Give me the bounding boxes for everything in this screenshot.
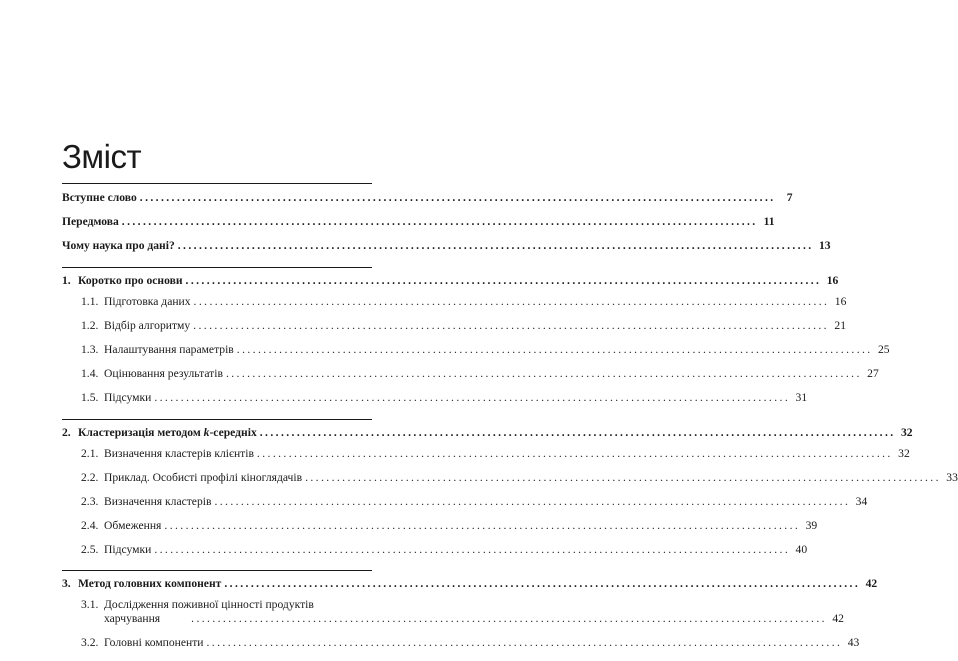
toc-entry-page: 16 (826, 273, 839, 287)
dot-leader: ........................................................................................................................ (225, 367, 862, 381)
dot-leader: ........................................................................................................................ (193, 294, 830, 308)
toc-entry-number: 1.5. (81, 391, 99, 405)
toc-entry-page: 25 (878, 342, 890, 356)
toc-entry-page: 13 (818, 239, 831, 253)
toc-entry-number: 1.3. (81, 342, 99, 356)
toc-entry-number: 1.1. (81, 294, 99, 308)
toc-entry-title: 2. Кластеризація методом k-середніх (62, 425, 257, 439)
toc-entry-page: 33 (946, 470, 958, 484)
toc-entry-number: 3.2. (81, 636, 99, 650)
toc-entry[interactable] (62, 446, 910, 471)
toc-entry[interactable] (62, 191, 793, 215)
dot-leader: ........................................................................................................................ (305, 470, 941, 484)
toc-entry-title: 2.3. Визначення кластерів (81, 494, 212, 508)
toc-entry-title: 2.4. Обмеження (81, 519, 162, 533)
toc-entry-page: 40 (795, 543, 808, 557)
toc-entry-number: 1. (62, 273, 71, 287)
toc-entry-title: Передмова (62, 215, 119, 229)
toc-entry[interactable] (62, 543, 808, 567)
dot-leader: ........................................................................................................................ (193, 318, 829, 332)
toc-entry-page: 34 (855, 494, 868, 508)
toc-entry[interactable] (62, 239, 831, 263)
toc-entry-number: 2.4. (81, 519, 99, 533)
dot-leader: ........................................................................................................................ (191, 612, 827, 626)
dot-leader: ........................................................................................................................ (224, 577, 861, 591)
toc-entry-number: 2.2. (81, 470, 99, 484)
toc-entry-title: 1.3. Налаштування параметрів (81, 342, 234, 356)
toc-entry[interactable] (62, 342, 890, 367)
toc-entry-page: 43 (847, 636, 860, 650)
toc-entry-title: 1.4. Оцінювання результатів (81, 367, 223, 381)
toc-entry-title: 1.5. Підсумки (81, 391, 152, 405)
toc-entry-title: 2.1. Визначення кластерів клієнтів (81, 446, 254, 460)
toc-entry-page: 32 (900, 425, 913, 439)
toc-entry-number: 3. (62, 577, 71, 591)
dot-leader: ........................................................................................................................ (214, 494, 851, 508)
toc-entry-number: 2.1. (81, 446, 99, 460)
toc-entry-title-continued: харчування (104, 612, 161, 626)
toc-entry-page: 11 (763, 215, 775, 229)
toc-entry-page: 31 (795, 391, 808, 405)
toc-entry[interactable] (62, 570, 878, 598)
toc-entry[interactable] (62, 318, 846, 343)
toc-entry-title: 1.1. Підготовка даних (81, 294, 191, 308)
toc-entry-title: 2.2. Приклад. Особисті профілі кіноглядачів (81, 470, 303, 484)
toc-entry-title: 2.5. Підсумки (81, 543, 152, 557)
page-title: Зміст (62, 138, 142, 175)
toc-entry-page: 7 (786, 191, 793, 204)
toc-entry-page: 32 (898, 446, 910, 460)
dot-leader: ........................................................................................................................ (206, 636, 843, 650)
toc-entry[interactable] (62, 519, 818, 543)
toc-entry[interactable] (62, 391, 808, 415)
toc-entry-page: 42 (865, 577, 878, 591)
toc-entry-number: 1.4. (81, 367, 99, 381)
toc-entry[interactable] (62, 215, 775, 239)
toc-entry-page: 39 (805, 519, 818, 533)
toc-entry[interactable] (62, 598, 844, 636)
dot-leader: ........................................................................................................................ (236, 342, 873, 356)
toc-entry[interactable] (62, 294, 847, 319)
toc-entry-page: 21 (834, 318, 846, 332)
toc-entry[interactable] (62, 419, 913, 447)
toc-entry[interactable] (62, 636, 860, 660)
toc-entry-number: 2.5. (81, 543, 99, 557)
toc-entry-number: 3.1. (81, 598, 99, 612)
toc-entry-title: Вступне слово (62, 191, 137, 204)
toc-entry-number: 1.2. (81, 318, 99, 332)
toc-entry-title: 1. Коротко про основи (62, 273, 183, 287)
toc-entry-title: 3. Метод головних компонент (62, 577, 222, 591)
dot-leader: ........................................................................................................................ (256, 446, 893, 460)
toc-entry-page: 27 (867, 367, 879, 381)
toc-entry[interactable] (62, 367, 879, 391)
dot-leader: ........................................................................................................................ (154, 391, 791, 405)
dot-leader: ........................................................................................................................ (164, 519, 801, 533)
dot-leader: ........................................................................................................................ (154, 543, 791, 557)
dot-leader: ........................................................................................................................ (121, 215, 758, 229)
dot-leader: ........................................................................................................................ (259, 425, 896, 439)
toc-entry-title: 1.2. Відбір алгоритму (81, 318, 191, 332)
toc-entry[interactable] (62, 470, 958, 495)
toc-entry[interactable] (62, 267, 839, 295)
divider (62, 183, 372, 184)
toc-entry-title: Чому наука про дані? (62, 239, 175, 253)
dot-leader: ........................................................................................................................ (185, 273, 822, 287)
toc-entry-page: 16 (834, 294, 847, 308)
toc-entry-number: 2. (62, 425, 71, 439)
toc-entry-page: 42 (832, 612, 844, 626)
toc-entry-title: 3.2. Головні компоненти (81, 636, 204, 650)
dot-leader: ........................................................................................................................ (139, 191, 776, 204)
toc-entry[interactable] (62, 494, 868, 519)
toc-entry-title: 3.1. Дослідження поживної цінності продуктів (81, 598, 314, 612)
toc-entry-number: 2.3. (81, 494, 99, 508)
table-of-contents (62, 191, 958, 661)
dot-leader: ........................................................................................................................ (177, 239, 814, 253)
